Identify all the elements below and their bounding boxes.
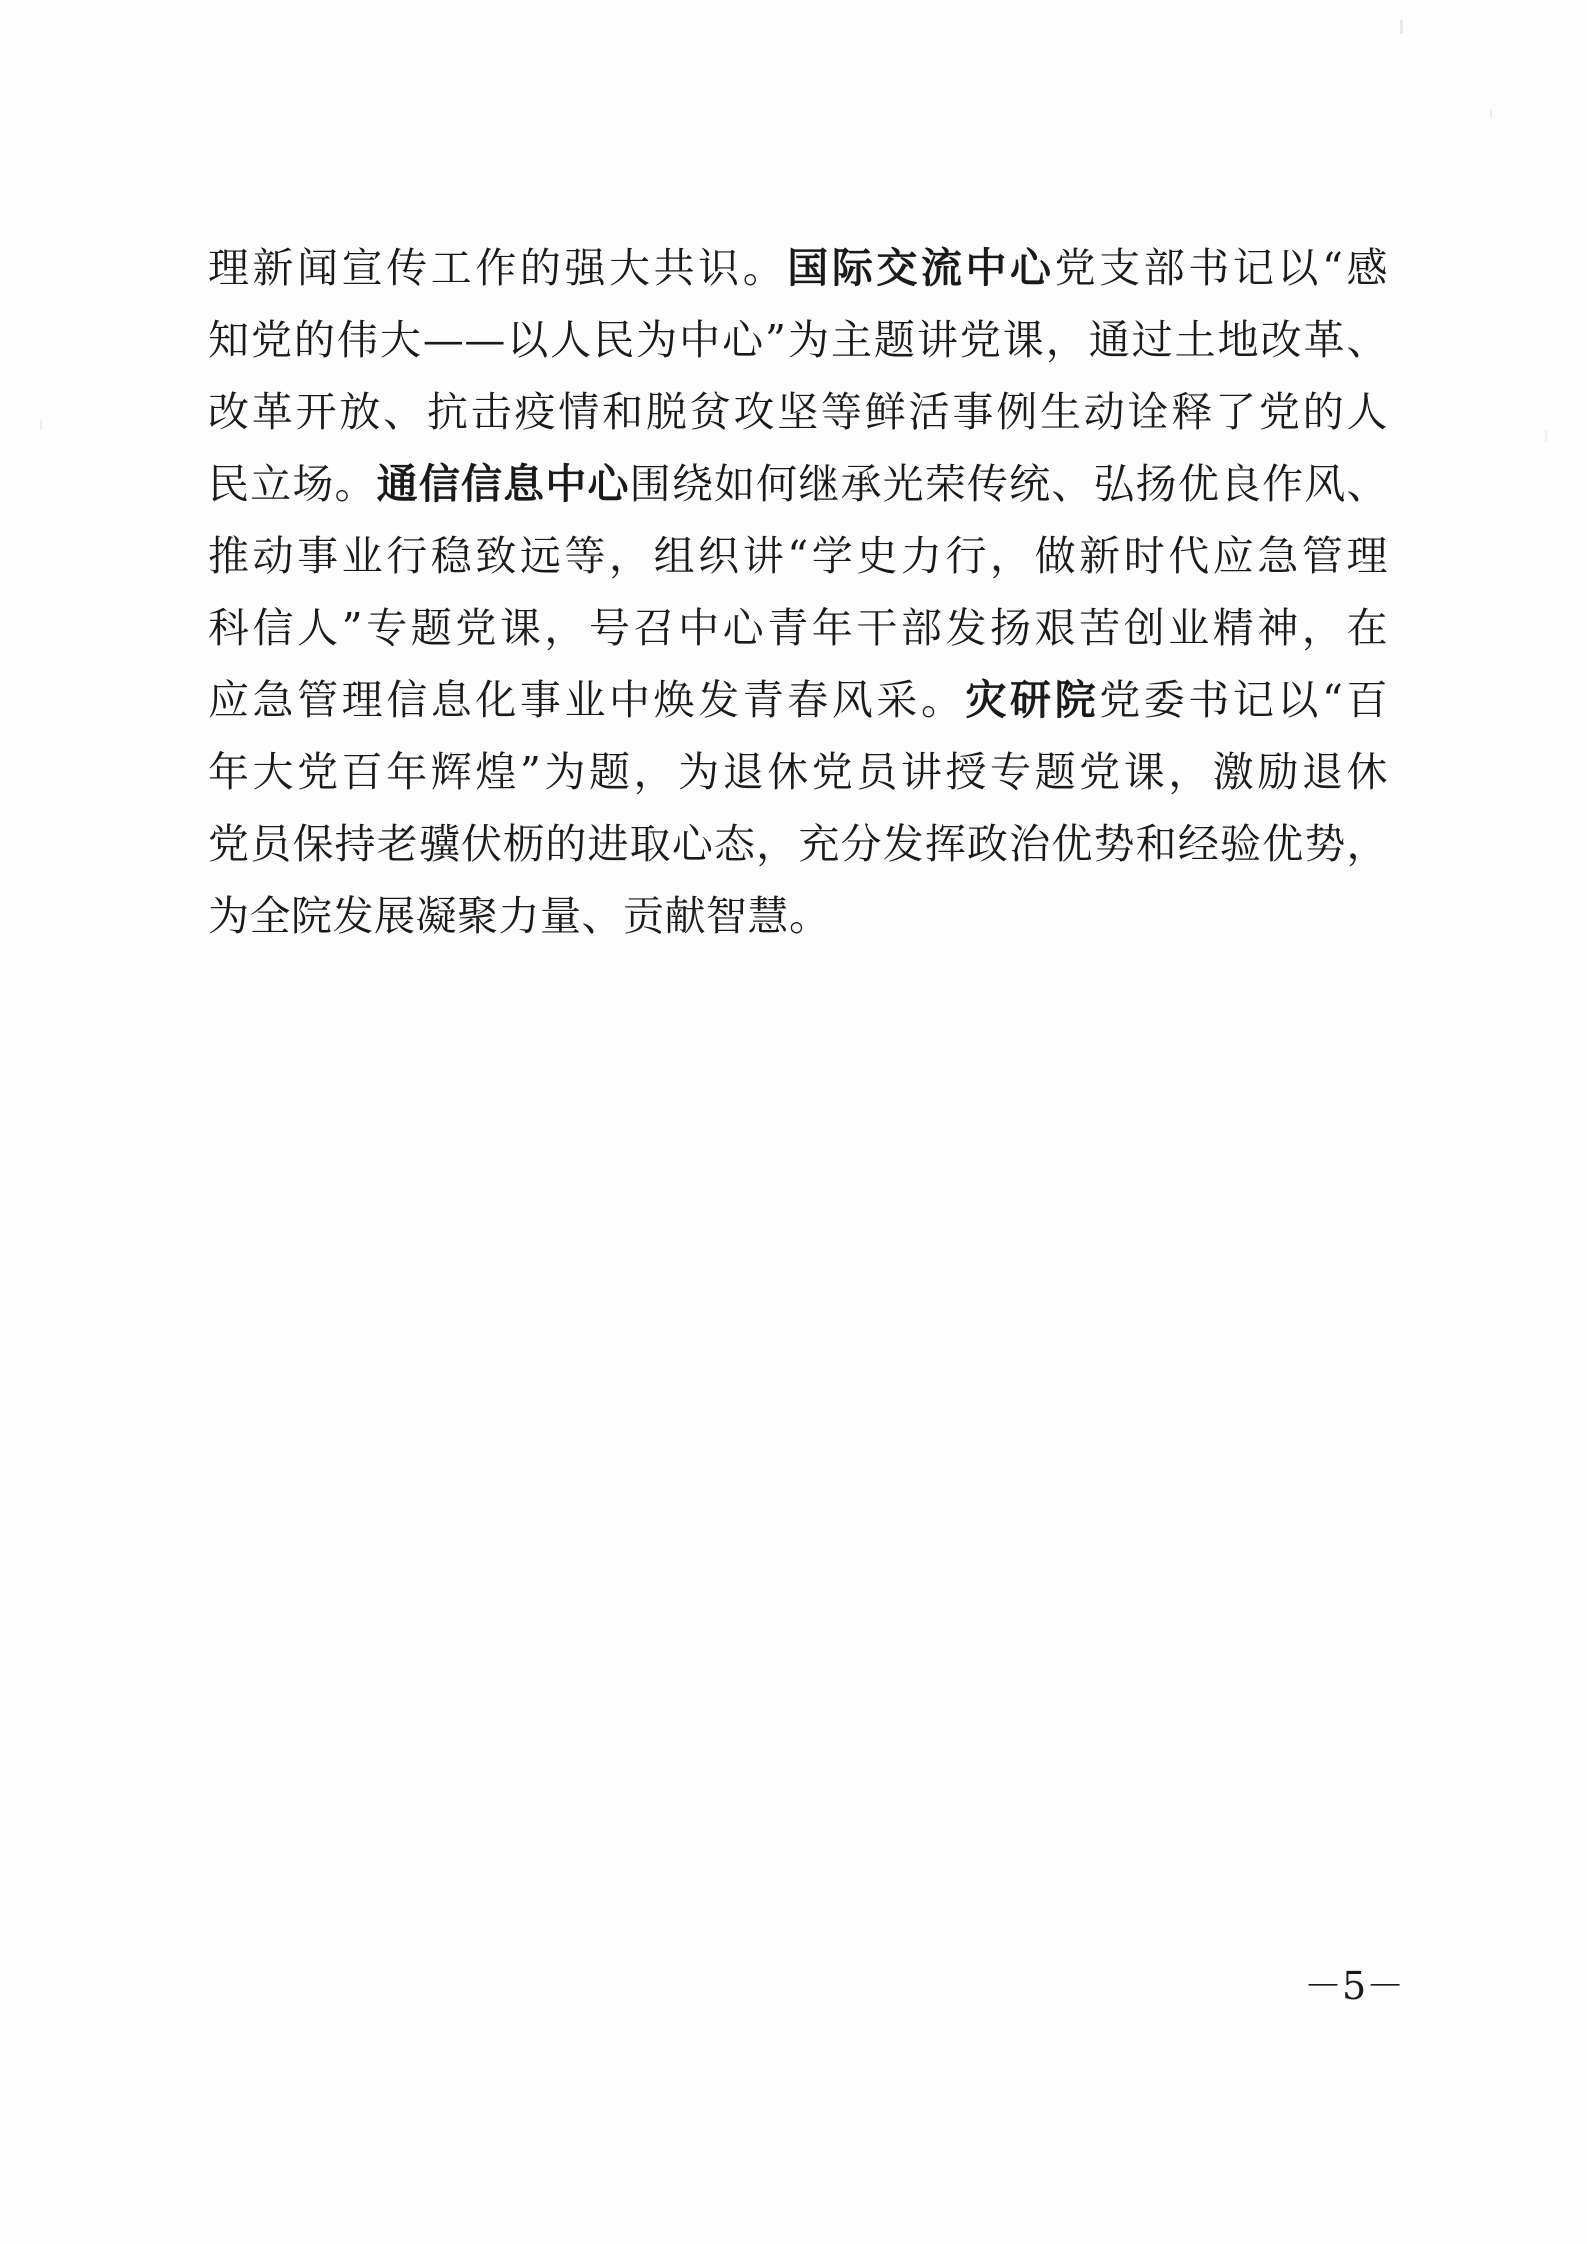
text-line-9	[208, 808, 1388, 880]
scan-speck	[1400, 20, 1403, 34]
line-text: 年大党百年辉煌”为题，为退休党员讲授专题党课，激励退休	[208, 748, 1388, 796]
text-line-6	[208, 592, 1388, 664]
text-line-8	[208, 736, 1388, 808]
text-line-2	[208, 304, 1388, 376]
org-name-disaster-research-institute: 灾研院	[965, 676, 1100, 724]
text-line-4	[208, 448, 1388, 520]
line-text: 知党的伟大——以人民为中心”为主题讲党课，通过土地改革、	[208, 316, 1388, 364]
text-line-7	[208, 664, 1388, 736]
line-text: 科信人”专题党课，号召中心青年干部发扬艰苦创业精神，在	[208, 604, 1388, 652]
org-name-international-exchange-center: 国际交流中心	[787, 244, 1055, 292]
line-text: 党支部书记以“感	[1054, 244, 1388, 292]
scan-speck	[40, 420, 42, 430]
body-paragraph	[208, 232, 1388, 952]
line-text: 党委书记以“百	[1099, 676, 1389, 724]
line-text: 党员保持老骥伏枥的进取心态，充分发挥政治优势和经验优势，	[208, 820, 1388, 868]
line-text: 为全院发展凝聚力量、贡献智慧。	[208, 892, 831, 940]
text-line-1	[208, 232, 1388, 304]
text-line-10	[208, 880, 1388, 952]
scan-speck	[1490, 110, 1492, 118]
line-text: 民立场。	[208, 460, 377, 508]
line-text: 围绕如何继承光荣传统、弘扬优良作风、	[629, 460, 1389, 508]
text-line-5	[208, 520, 1388, 592]
line-text: 推动事业行稳致远等，组织讲“学史力行，做新时代应急管理	[208, 532, 1388, 580]
org-name-communication-information-center: 通信信息中心	[376, 460, 630, 508]
scan-speck	[1545, 430, 1547, 442]
page-number: －5－	[1304, 1964, 1405, 2008]
line-text: 改革开放、抗击疫情和脱贫攻坚等鲜活事例生动诠释了党的人	[208, 388, 1388, 436]
line-text: 理新闻宣传工作的强大共识。	[208, 244, 788, 292]
text-line-3	[208, 376, 1388, 448]
line-text: 应急管理信息化事业中焕发青春风采。	[208, 676, 966, 724]
